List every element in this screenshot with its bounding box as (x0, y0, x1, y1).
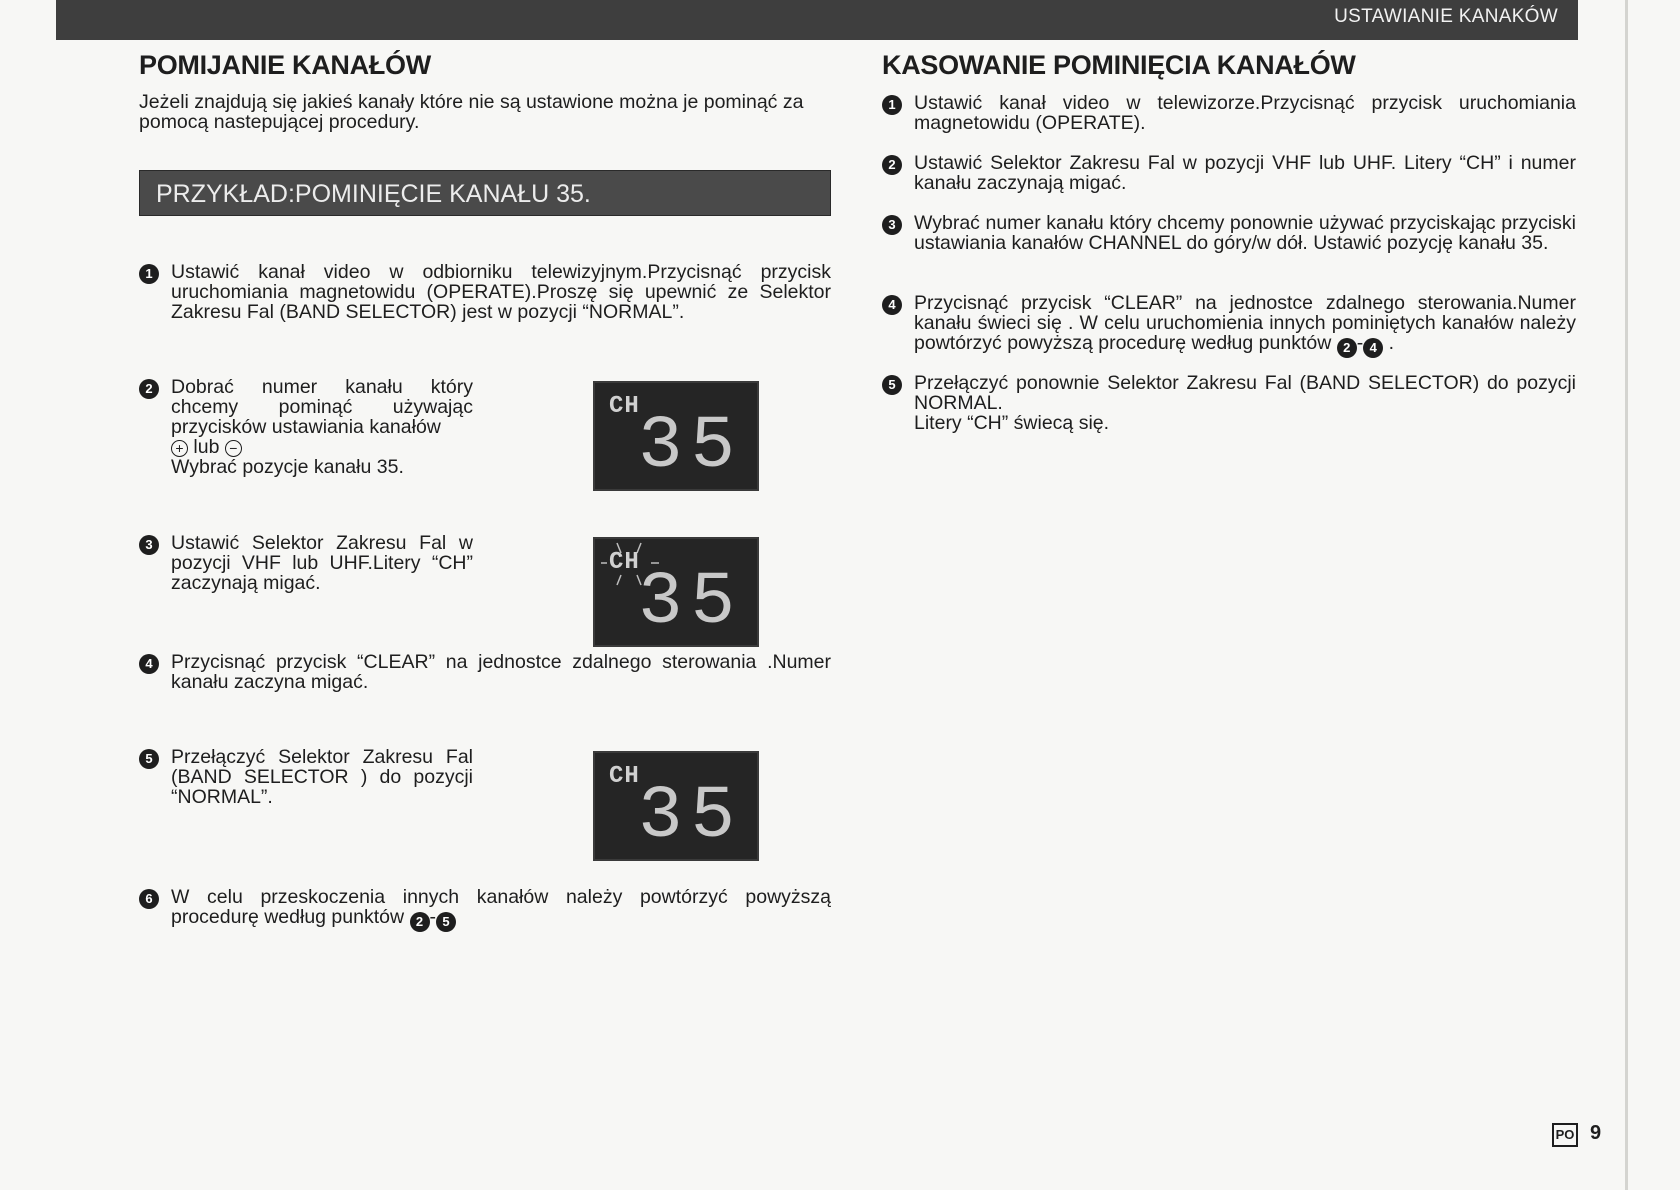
plus-button-icon: + (171, 440, 188, 457)
step-text (171, 887, 831, 932)
step-ref-badge: 2 (1337, 338, 1357, 358)
left-step-2 (139, 377, 473, 477)
step-number: 1 (882, 95, 902, 115)
example-banner: PRZYKŁAD:POMINIĘCIE KANAŁU 35. (139, 170, 831, 216)
header-title: USTAWIANIE KANAKÓW (1334, 6, 1558, 27)
or-text: lub (193, 436, 220, 458)
left-step-5 (139, 747, 473, 807)
step-number: 1 (139, 264, 159, 284)
step-number: 4 (139, 654, 159, 674)
page-number: 9 (1590, 1122, 1602, 1144)
step-ref-dash: - (1356, 332, 1364, 354)
channel-display-digits: 35 (638, 775, 743, 859)
step-number: 5 (882, 375, 902, 395)
channel-display-label: CH (609, 763, 640, 790)
channel-display-label: CH (609, 549, 640, 576)
channel-display-2-blinking (593, 537, 759, 647)
step-text-main: Przełączyć ponownie Selektor Zakresu Fal (BAND SELECTOR) do pozycji NORMAL. (914, 372, 1576, 414)
step-text: Ustawić Selektor Zakresu Fal w pozycji VHF lub UHF. Litery “CH” i numer kanału zaczynają migać. (914, 152, 1576, 194)
step-ref-end: . (1388, 332, 1395, 354)
step-number: 2 (882, 155, 902, 175)
right-step-2 (882, 153, 1576, 193)
right-step-3 (882, 213, 1576, 253)
channel-display-label: CH (609, 393, 640, 420)
right-section-title: KASOWANIE POMINIĘCIA KANAŁÓW (882, 50, 1356, 80)
step-ref-dash: - (429, 906, 436, 928)
language-code-badge: PO (1552, 1123, 1578, 1147)
left-column (139, 50, 831, 950)
step-number: 3 (882, 215, 902, 235)
step-text-second: Litery “CH” świecą się. (914, 412, 1110, 434)
step-ref-badge: 2 (410, 912, 430, 932)
step-text: Ustawić Selektor Zakresu Fal w pozycji VHF lub UHF.Litery “CH” zaczynają migać. (171, 532, 473, 594)
left-step-1 (139, 262, 831, 322)
step-number: 3 (139, 535, 159, 555)
channel-display-digits: 35 (638, 405, 743, 489)
header-bar (56, 0, 1578, 40)
step-text: Przycisnąć przycisk “CLEAR” na jednostce zdalnego sterowania .Numer kanału zaczyna migać. (171, 651, 831, 693)
right-step-4 (882, 293, 1576, 358)
step-text (914, 293, 1576, 358)
right-step-5 (882, 373, 1576, 433)
minus-button-icon: − (225, 440, 242, 457)
step-text: Przełączyć Selektor Zakresu Fal (BAND SELECTOR ) do pozycji “NORMAL”. (171, 746, 473, 808)
step-number: 6 (139, 889, 159, 909)
channel-display-1 (593, 381, 759, 491)
step-text-main: W celu przeskoczenia innych kanałów należy powtórzyć powyższą procedurę według punktów (171, 886, 831, 928)
step-number: 4 (882, 295, 902, 315)
step-text (914, 373, 1576, 433)
left-step-3 (139, 533, 473, 593)
step-text-main: Przycisnąć przycisk “CLEAR” na jednostce zdalnego sterowania.Numer kanału świeci się . W celu uruchomienia innych pominiętych kanałów należy powtórzyć powyższą procedurę według punktów (914, 292, 1576, 354)
channel-display-3 (593, 751, 759, 861)
step-ref-badge: 5 (436, 912, 456, 932)
step-text: Ustawić kanał video w telewizorze.Przycisnąć przycisk uruchomiania magnetowidu (OPERATE). (914, 92, 1576, 134)
step-text-after: Wybrać pozycje kanału 35. (171, 456, 404, 478)
page-edge-divider (1625, 0, 1628, 1190)
left-step-6 (139, 887, 831, 932)
step-text (171, 377, 473, 477)
step-text: Wybrać numer kanału który chcemy ponownie używać przyciskając przyciski ustawiania kanałów CHANNEL do góry/w dół. Ustawić pozycję kanału 35. (914, 212, 1576, 254)
right-column (882, 50, 1576, 450)
left-section-title: POMIJANIE KANAŁÓW (139, 50, 431, 80)
left-intro: Jeżeli znajdują się jakieś kanały które nie są ustawione można je pominąć za pomocą nastepującej procedury. (139, 91, 804, 133)
left-step-4 (139, 652, 831, 692)
step-ref-badge: 4 (1363, 338, 1383, 358)
step-text: Ustawić kanał video w odbiorniku telewizyjnym.Przycisnąć przycisk uruchomiania magnetowidu (OPERATE).Proszę się upewnić ze Selektor Zakresu Fal (BAND SELECTOR) jest w pozycji “NORMAL”. (171, 261, 831, 323)
step-number: 5 (139, 749, 159, 769)
channel-display-digits: 35 (638, 561, 743, 645)
right-step-1 (882, 93, 1576, 133)
step-number: 2 (139, 379, 159, 399)
step-text-main: Dobrać numer kanału który chcemy pominąć używając przycisków ustawiania kanałów (171, 376, 473, 438)
